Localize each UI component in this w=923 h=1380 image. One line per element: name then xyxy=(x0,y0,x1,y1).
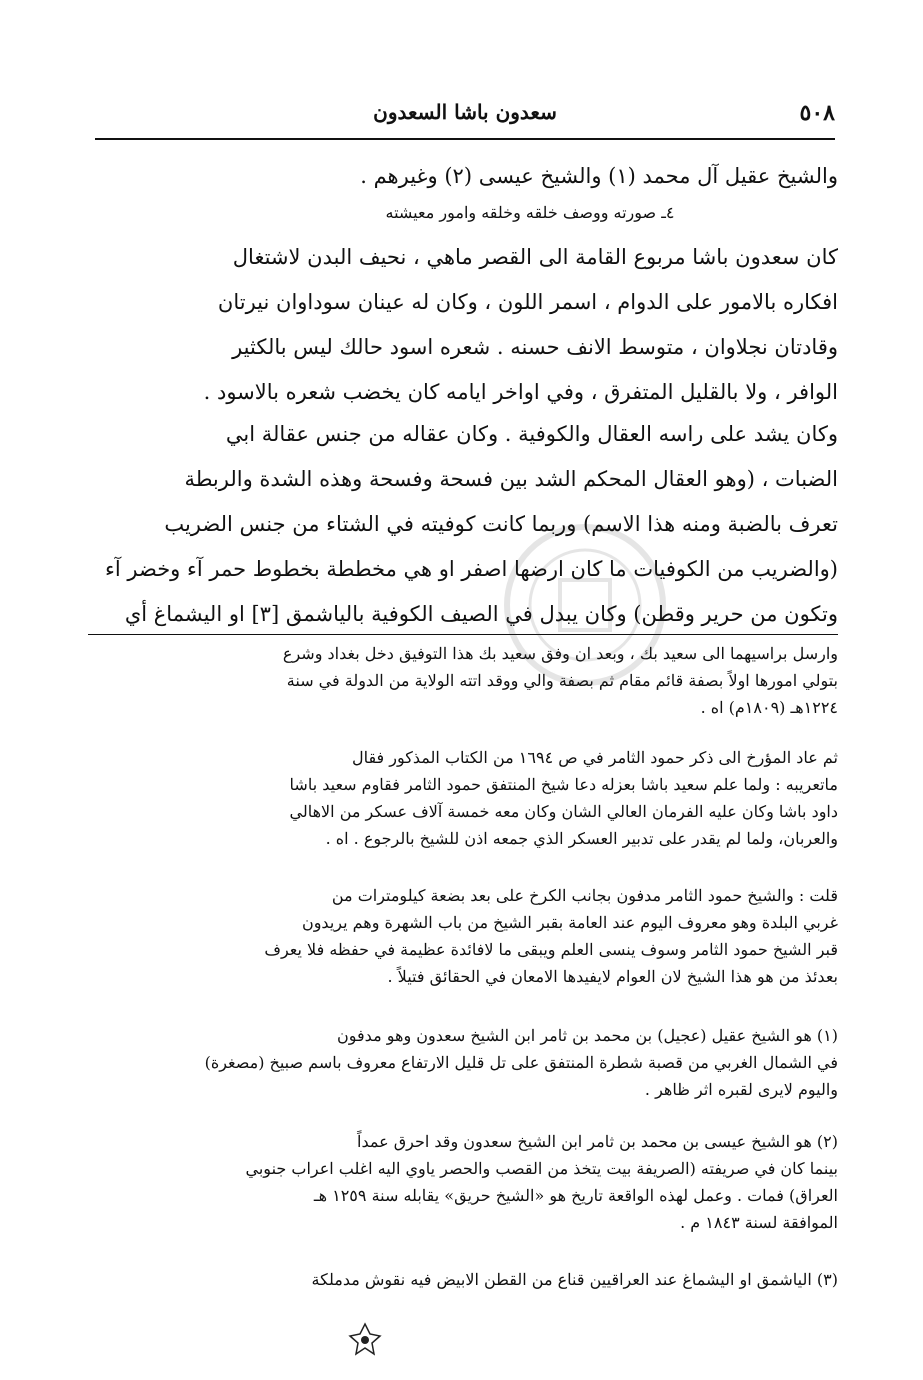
footnote-line: غربي البلدة وهو معروف اليوم عند العامة بقبر الشيخ من باب الشهرة وهم يريدون xyxy=(301,913,838,932)
footnote-line: قلت : والشيخ حمود الثامر مدفون بجانب الكرخ على بعد بضعة كيلومترات من xyxy=(331,886,838,905)
footnote-line: الموافقة لسنة ١٨٤٣ م . xyxy=(680,1213,838,1232)
footnote-line: قبر الشيخ حمود الثامر وسوف ينسى العلم ويبقى ما لافائدة عظيمة في حفظه فلا يعرف xyxy=(264,940,838,959)
page-header xyxy=(95,96,835,136)
paragraph-line: وكان يشد على راسه العقال والكوفية . وكان عقاله من جنس عقالة ابي xyxy=(225,422,838,446)
paragraph-appearance xyxy=(88,235,838,415)
paragraph-line: تعرف بالضبة ومنه هذا الاسم) وربما كانت كوفيته في الشتاء من جنس الضريب xyxy=(164,512,838,536)
footnote-line: (٣) الياشمق او اليشماغ عند العراقيين قناع من القطن الابيض فيه نقوش مدملكة xyxy=(311,1270,838,1289)
footnote-line: والعربان، ولما لم يقدر على تدبير العسكر الذي جمعه اذن للشيخ بالرجوع . اه . xyxy=(325,829,838,848)
running-title: سعدون باشا السعدون xyxy=(373,100,557,124)
paragraph-line: كان سعدون باشا مربوع القامة الى القصر ماهي ، نحيف البدن لاشتغال xyxy=(232,245,838,269)
ornament-stamp-icon xyxy=(340,1320,390,1360)
section-heading: ٤ـ صورته ووصف خلقه وخلقه وامور معيشته xyxy=(385,203,675,222)
intro-line: والشيخ عقيل آل محمد (١) والشيخ عيسى (٢) وغيرهم . xyxy=(360,164,838,188)
footnote-continuation xyxy=(88,640,838,721)
paragraph-line: الضبات ، (وهو العقال المحكم الشد بين فسحة وفسحة وهذه الشدة والربطة xyxy=(184,467,838,491)
header-rule xyxy=(95,138,835,140)
footnote-2 xyxy=(88,1128,838,1236)
paragraph-headwear xyxy=(88,412,838,637)
intro-block xyxy=(88,158,838,194)
footnote-line: داود باشا وكان عليه الفرمان العالي الشان وكان معه خمسة آلاف عسكر من الاهالي xyxy=(289,802,838,821)
footnote-historian xyxy=(88,744,838,852)
footnote-comment xyxy=(88,882,838,990)
footnote-line: واليوم لايرى لقبره اثر ظاهر . xyxy=(644,1080,838,1099)
footnote-line: ١٢٢٤هـ (١٨٠٩م) اه . xyxy=(700,698,838,717)
paragraph-line: (والضريب من الكوفيات ما كان ارضها اصفر او هي مخططة بخطوط حمر آء وخضر آء xyxy=(105,557,838,581)
page-number: ٥٠٨ xyxy=(799,100,835,126)
footnote-line: وارسل براسيهما الى سعيد بك ، وبعد ان وفق سعيد بك هذا التوفيق دخل بغداد وشرع xyxy=(282,644,838,663)
footnote-line: (٢) هو الشيخ عيسى بن محمد بن ثامر ابن الشيخ سعدون وقد احرق عمداً xyxy=(357,1132,838,1151)
footnote-separator xyxy=(88,634,838,635)
footnote-line: ثم عاد المؤرخ الى ذكر حمود الثامر في ص ١٦٩٤ من الكتاب المذكور فقال xyxy=(351,748,838,767)
footnote-line: بتولي امورها اولاً بصفة قائم مقام ثم بصفة والي ووقد اتته الولاية من الدولة في سنة xyxy=(286,671,838,690)
footnote-line: ماتعريبه : ولما علم سعيد باشا بعزله دعا شيخ المنتفق حمود الثامر فقاوم سعيد باشا xyxy=(289,775,838,794)
paragraph-line: افكاره بالامور على الدوام ، اسمر اللون ، وكان له عينان سوداوان نيرتان xyxy=(217,290,838,314)
library-seal-watermark xyxy=(500,520,670,690)
footnote-line: بعدئذ من هو هذا الشيخ لان العوام لايفيدها الامعان في الحقائق فتيلاً . xyxy=(387,967,838,986)
footnote-line: في الشمال الغربي من قصبة شطرة المنتفق على تل قليل الارتفاع معروف باسم صبيخ (مصغرة) xyxy=(204,1053,838,1072)
footnote-3 xyxy=(88,1266,838,1293)
paragraph-line: الوافر ، ولا بالقليل المتفرق ، وفي اواخر ايامه كان يخضب شعره بالاسود . xyxy=(203,380,838,404)
footnote-line: العراق) فمات . وعمل لهذه الواقعة تاريخ هو «الشيخ حريق» يقابله سنة ١٢٥٩ هـ xyxy=(313,1186,838,1205)
paragraph-line: وقادتان نجلاوان ، متوسط الانف حسنه . شعره اسود حالك ليس بالكثير xyxy=(232,335,838,359)
footnote-line: بينما كان في صريفته (الصريفة بيت يتخذ من القصب والحصر ياوي اليه اغلب اعراب جنوبي xyxy=(245,1159,838,1178)
footnote-1 xyxy=(88,1022,838,1103)
paragraph-line: وتكون من حرير وقطن) وكان يبدل في الصيف الكوفية بالياشمق [٣] او اليشماغ أي xyxy=(124,602,838,626)
footnote-line: (١) هو الشيخ عقيل (عجيل) بن محمد بن ثامر ابن الشيخ سعدون وهو مدفون xyxy=(337,1026,838,1045)
